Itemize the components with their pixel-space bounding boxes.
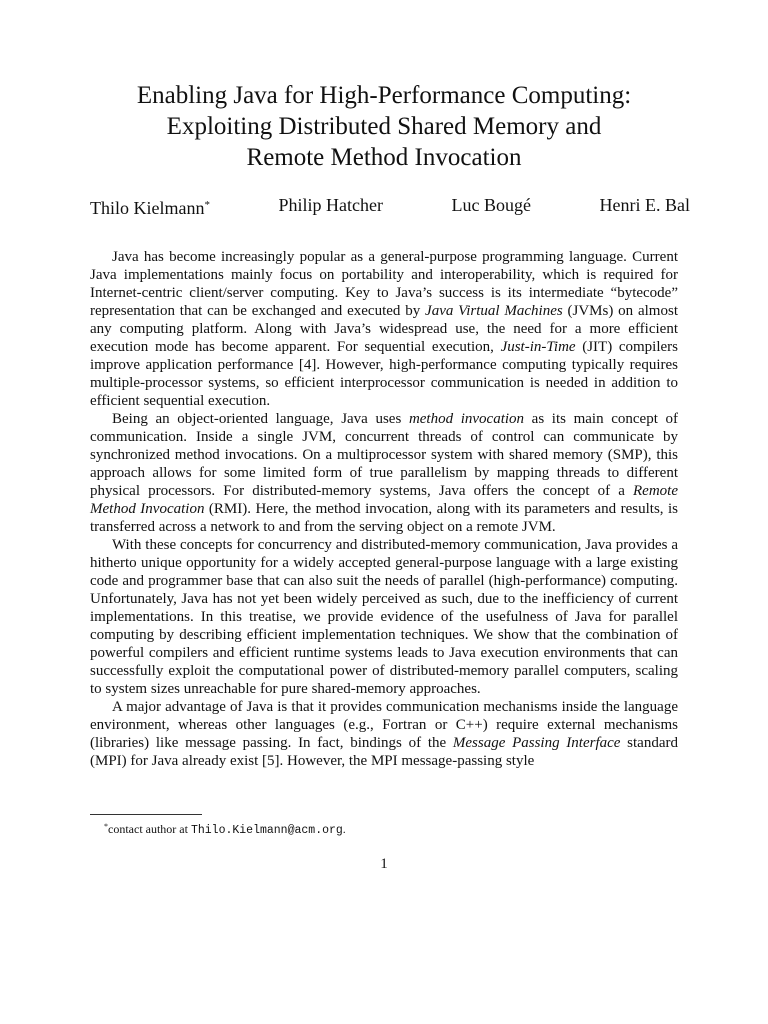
title-line-1: Enabling Java for High-Performance Computing: <box>136 82 632 109</box>
title-line-3: Remote Method Invocation <box>246 144 522 171</box>
footnote-mark: * <box>104 822 108 831</box>
emphasis: Just-in-Time <box>500 339 576 355</box>
paragraph: Being an object-oriented language, Java uses method invocation as its main concept of communication. Inside a single JVM, concurrent threads of control can communicate by synchronized method invocations. On a multiprocessor system with shared memory (SMP), this approach allows for some limited form of true parallelism by mapping threads to different physical processors. For distributed-memory systems, Java offers the concept of a Remote Method Invocation (RMI). Here, the method invocation, along with its parameters and results, is transferred across a network to and from the serving object on a remote JVM. <box>90 411 679 535</box>
emphasis: Remote Method Invocation <box>90 483 678 517</box>
footnote-rule <box>90 814 202 815</box>
body-text <box>90 248 678 770</box>
author: Henri E. Bal <box>599 195 690 215</box>
paragraph: Java has become increasingly popular as a general-purpose programming language. Current Java implementations mainly focus on portability and interoperability, which is required for Internet-centric client/server computing. Key to Java’s success is its intermediate “bytecode” representation that can be exchanged and executed by Java Virtual Machines (JVMs) on almost any computing platform. Along with Java’s widespread use, the need for a more efficient execution mode has become apparent. For sequential execution, Just-in-Time (JIT) compilers improve application performance [4]. However, high-performance computing typically requires multiple-processor systems, so efficient interprocessor communication is needed in addition to efficient sequential execution. <box>90 249 678 409</box>
footnote-mark: * <box>204 199 210 211</box>
author: Thilo Kielmann* <box>90 198 210 218</box>
author-list <box>90 194 690 219</box>
emphasis: Message Passing Interface <box>452 735 621 751</box>
author: Philip Hatcher <box>278 195 383 215</box>
paper-title <box>60 80 708 173</box>
title-line-2: Exploiting Distributed Shared Memory and <box>166 113 602 140</box>
page-number: 1 <box>380 856 388 872</box>
paragraph: A major advantage of Java is that it provides communication mechanisms inside the language environment, whereas other languages (e.g., Fortran or C++) require external mechanisms (libraries) like message passing. In fact, bindings of the Message Passing Interface standard (MPI) for Java already exist [5]. However, the MPI message-passing style <box>90 699 678 769</box>
footnote: *contact author at Thilo.Kielmann@acm.org. <box>104 822 346 837</box>
emphasis: Java Virtual Machines <box>425 303 563 319</box>
paragraph: With these concepts for concurrency and distributed-memory communication, Java provides a hitherto unique opportunity for a widely accepted general-purpose language with a large existing code and programmer base that can also suit the needs of parallel (high-performance) computing. Unfortunately, Java has not yet been widely perceived as such, due to the inefficiency of current implementations. In this treatise, we provide evidence of the usefulness of Java for parallel computing by describing efficient implementation techniques. We show that the combination of powerful compilers and efficient runtime systems leads to Java execution environments that can successfully exploit the computational power of distributed-memory parallel computers, scaling to system sizes unreachable for pure shared-memory approaches. <box>90 537 678 697</box>
contact-email: Thilo.Kielmann@acm.org <box>190 824 343 837</box>
emphasis: method invocation <box>408 411 525 427</box>
author: Luc Bougé <box>451 195 531 215</box>
